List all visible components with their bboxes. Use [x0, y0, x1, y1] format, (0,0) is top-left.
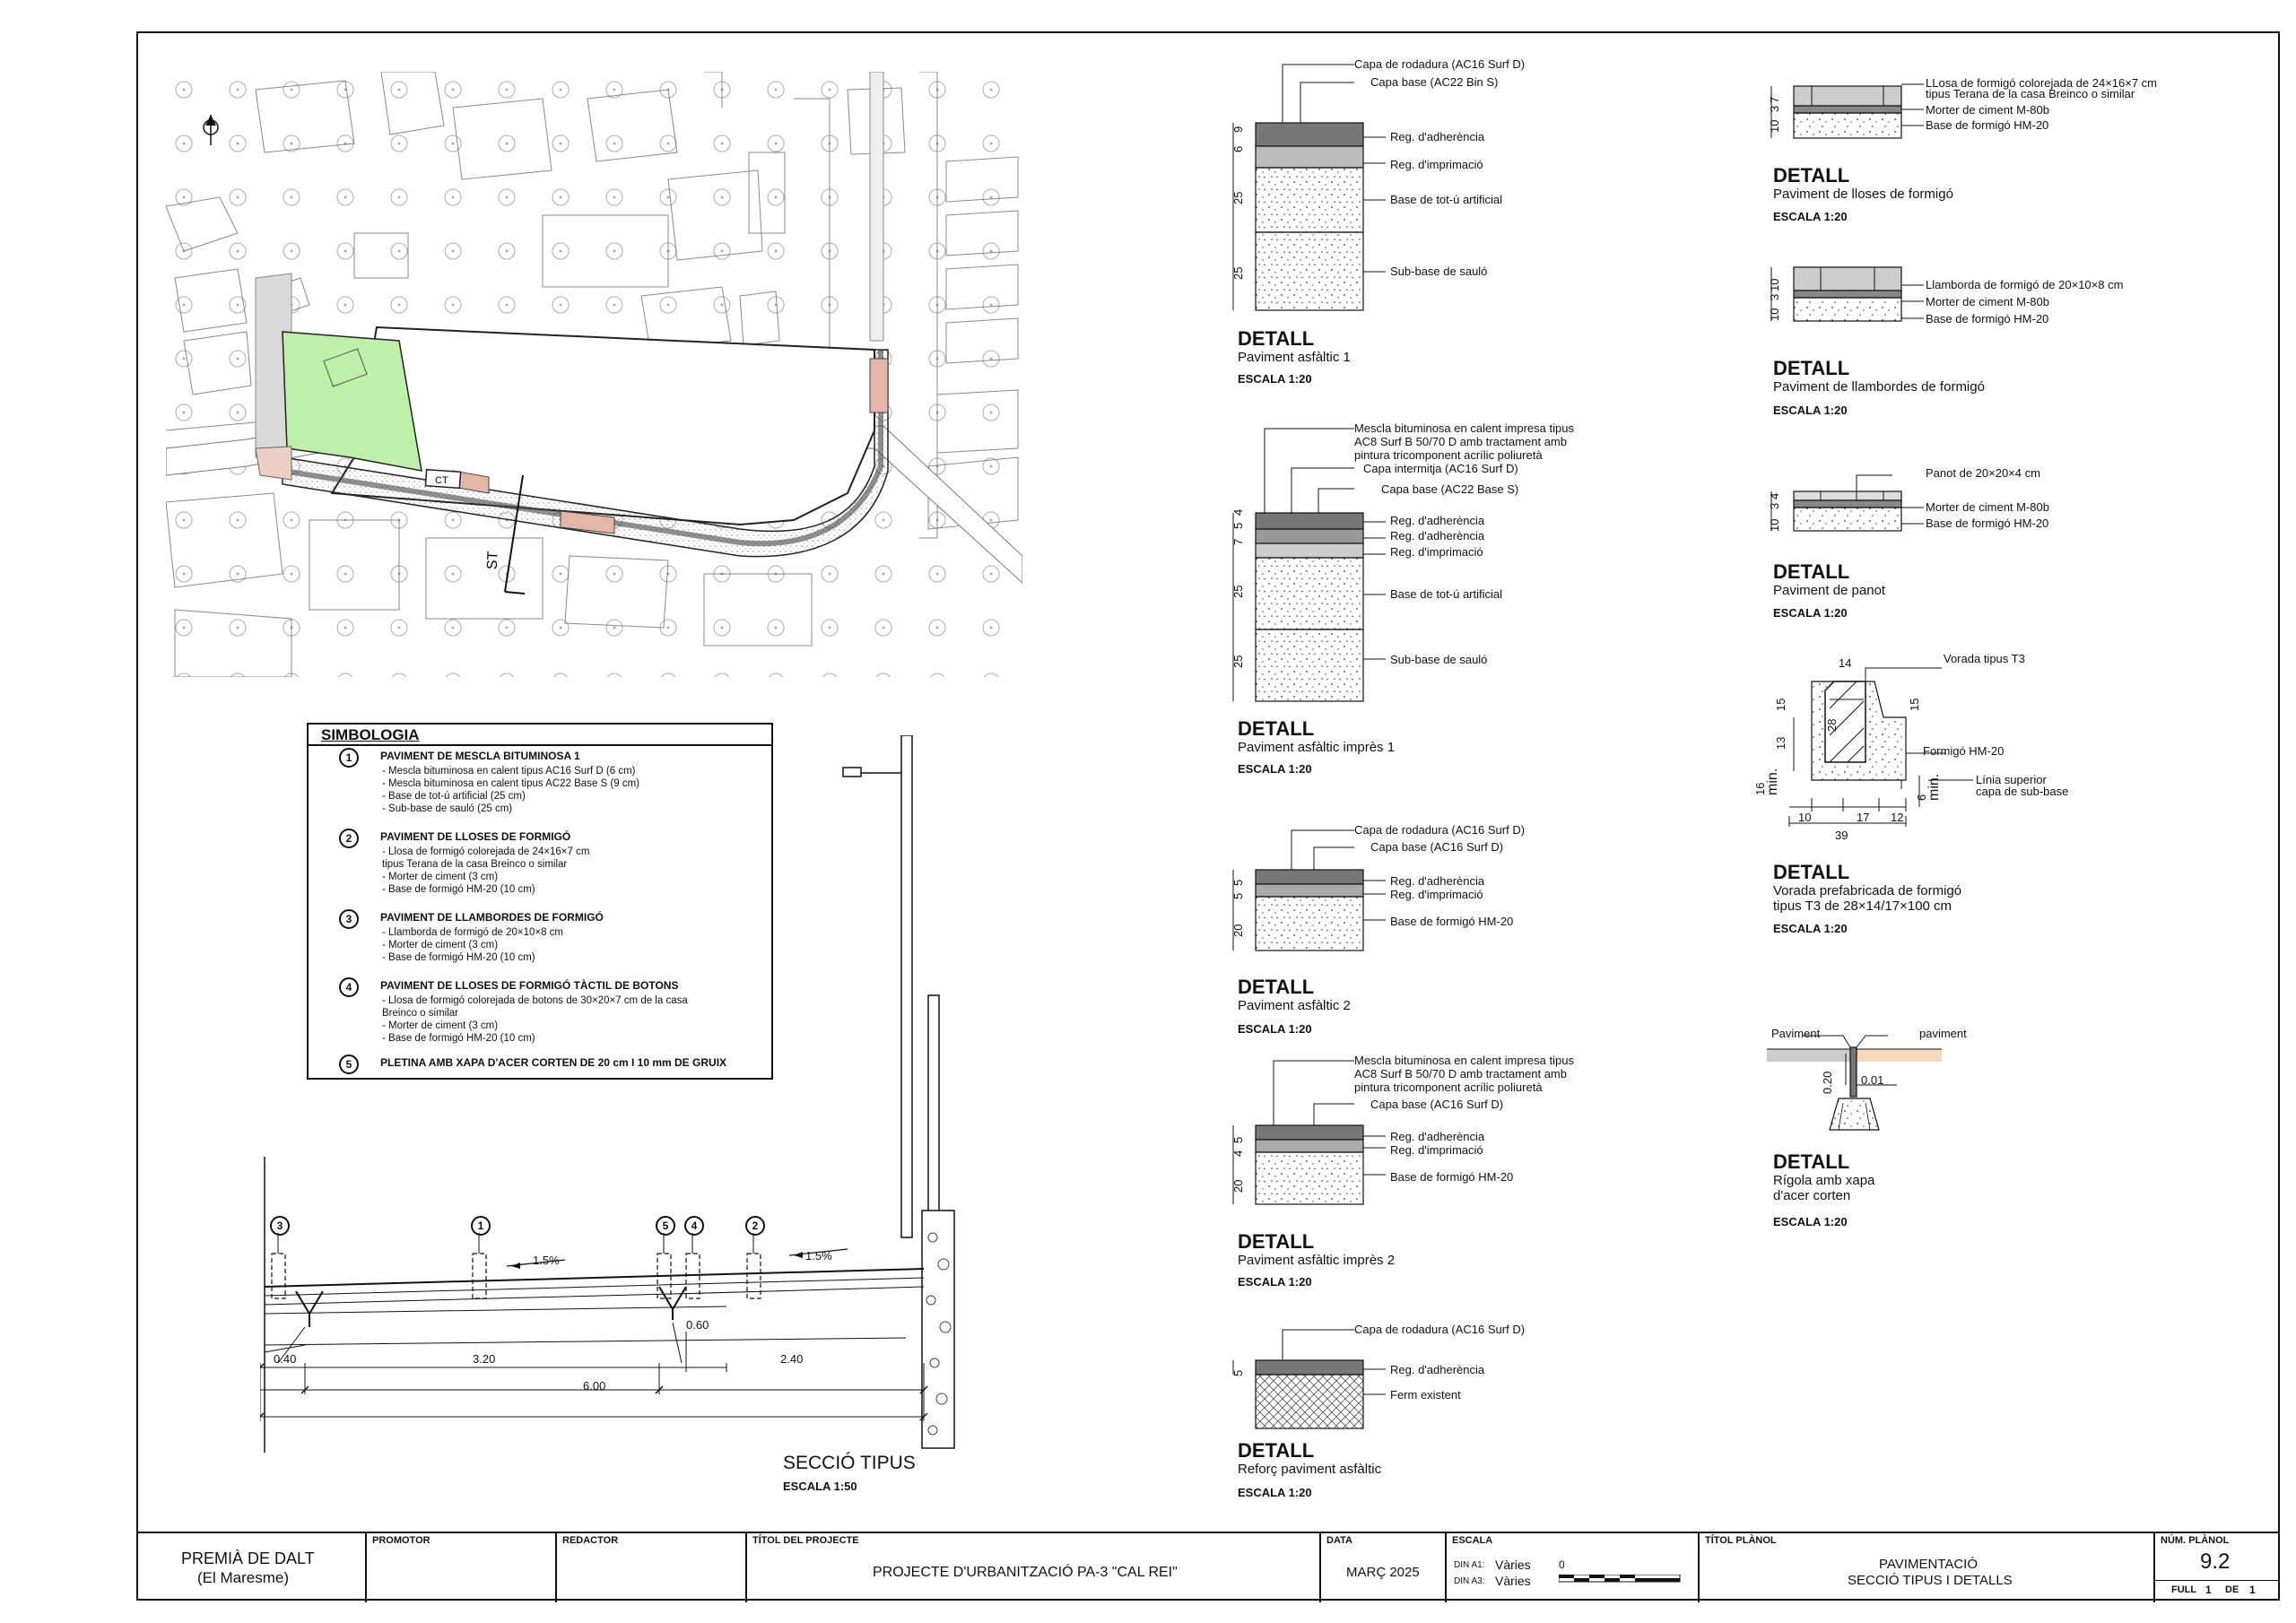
detail-2-label: Capa base (AC22 Base S) — [1381, 482, 1519, 496]
legend-item: - Base de tot-ú artificial (25 cm) — [382, 791, 526, 802]
legend-item: - Base de formigó HM-20 (10 cm) — [382, 884, 535, 895]
detail-2-label: Capa intermitja (AC16 Surf D) — [1363, 462, 1518, 475]
st-label: ST — [484, 551, 501, 570]
detail-2-dim: 25 — [1231, 655, 1245, 668]
full-label: FULL — [2171, 1584, 2197, 1595]
detail-4-dim: 20 — [1231, 1179, 1245, 1193]
detail-7-dim: 10 — [1768, 308, 1781, 321]
legend-group-title: PAVIMENT DE LLOSES DE FORMIGÓ — [380, 830, 571, 843]
legend-item: - Base de formigó HM-20 (10 cm) — [382, 1033, 535, 1044]
promotor-caption: PROMOTOR — [372, 1535, 430, 1546]
plan-title-cell — [1698, 1533, 2153, 1602]
detail-5-label: Ferm existent — [1390, 1388, 1461, 1402]
detail-4-label: AC8 Surf B 50/70 D amb tractament amb — [1354, 1067, 1567, 1081]
detail-4-label: Reg. d'imprimació — [1390, 1143, 1483, 1157]
legend-group-title: PLETINA AMB XAPA D'ACER CORTEN DE 20 cm I 10 mm DE GRUIX — [380, 1056, 727, 1069]
legend-item: - Sub-base de sauló (25 cm) — [382, 803, 513, 814]
detail-9-name: tipus T3 de 28×14/17×100 cm — [1773, 898, 1952, 914]
detail-4-heading: DETALL — [1238, 1230, 1315, 1253]
detail-1-name: Paviment asfàltic 1 — [1238, 350, 1351, 365]
detail-1-label: Capa base (AC22 Bin S) — [1370, 75, 1499, 89]
detail-9-dim: 13 — [1774, 736, 1787, 750]
detail-5-scale: ESCALA 1:20 — [1238, 1486, 1312, 1499]
scale-zero: 0 — [1559, 1558, 1565, 1571]
slope-label-1: 1.5% — [533, 1254, 560, 1267]
dim-320: 3.20 — [473, 1352, 496, 1366]
detail-7-label: Morter de ciment M-80b — [1926, 295, 2049, 308]
plan-title-2: SECCIÓ TIPUS I DETALLS — [1848, 1573, 2013, 1588]
plan-number-cell — [2153, 1533, 2280, 1602]
detail-4-scale: ESCALA 1:20 — [1238, 1275, 1312, 1289]
detail-1-scale: ESCALA 1:20 — [1238, 372, 1312, 386]
detail-4-label: pintura tricomponent acrílic poliuretà — [1354, 1081, 1543, 1094]
detail-10-scale: ESCALA 1:20 — [1773, 1215, 1848, 1228]
legend-marker: 3 — [339, 909, 359, 929]
dim-600: 6.00 — [583, 1379, 606, 1393]
date-caption: DATA — [1326, 1535, 1352, 1546]
din-a1-value: Vàries — [1495, 1558, 1531, 1572]
detail-2-label: pintura tricomponent acrílic poliuretà — [1354, 448, 1543, 462]
detail-2-dim: 7 — [1231, 538, 1245, 545]
ct-label: CT — [435, 475, 448, 486]
detail-1-dim: 25 — [1231, 191, 1245, 204]
detail-2-scale: ESCALA 1:20 — [1238, 762, 1312, 776]
detail-1-dim: 25 — [1231, 266, 1245, 280]
detail-1-label: Reg. d'adherència — [1390, 130, 1485, 143]
legend-item: tipus Terana de la casa Breinco o similar — [382, 859, 568, 870]
lamp-post — [843, 735, 939, 1237]
detail-10-name: Rígola amb xapa — [1773, 1173, 1875, 1188]
detail-3-dim: 5 — [1231, 879, 1245, 886]
detail-5-label: Reg. d'adherència — [1390, 1363, 1485, 1376]
detail-5-dim: 5 — [1231, 1369, 1245, 1376]
detail-10-label: Paviment — [1771, 1027, 1821, 1040]
detail-1-label: Sub-base de sauló — [1390, 265, 1488, 278]
detail-9-name: Vorada prefabricada de formigó — [1773, 883, 1962, 898]
detail-7-dim: 10 — [1768, 278, 1781, 291]
din-a3-value: Vàries — [1495, 1574, 1531, 1588]
detail-1-heading: DETALL — [1238, 327, 1315, 350]
detail-2-label: Sub-base de sauló — [1390, 653, 1488, 666]
de-label: DE — [2225, 1584, 2239, 1595]
legend-item: - Llosa de formigó colorejada de botons de 30×20×7 cm de la casa — [382, 995, 688, 1006]
detail-4-label: Mescla bituminosa en calent impresa tipus — [1354, 1054, 1574, 1067]
din-a1-label: DIN A1: — [1454, 1560, 1485, 1570]
date-value: MARÇ 2025 — [1346, 1565, 1420, 1580]
title-block — [136, 1532, 2280, 1602]
legend-item: - Mescla bituminosa en calent tipus AC16 Surf D (6 cm) — [382, 766, 636, 777]
detail-1-label: Base de tot-ú artificial — [1390, 193, 1503, 206]
detail-9-scale: ESCALA 1:20 — [1773, 922, 1848, 935]
detail-9-dim: 10 — [1798, 811, 1812, 824]
detail-2-label: AC8 Surf B 50/70 D amb tractament amb — [1354, 435, 1567, 448]
section-marker-5: 5 — [656, 1216, 675, 1236]
detail-9-dim: min. — [1765, 768, 1780, 795]
detail-8-scale: ESCALA 1:20 — [1773, 606, 1848, 620]
redactor-cell — [555, 1533, 745, 1602]
detail-7-label: Base de formigó HM-20 — [1926, 312, 2049, 325]
legend-group-title: PAVIMENT DE MESCLA BITUMINOSA 1 — [380, 750, 580, 762]
detail-4-name: Paviment asfàltic imprès 2 — [1238, 1253, 1396, 1268]
legend-title: SIMBOLOGIA — [321, 726, 420, 743]
redactor-caption: REDACTOR — [562, 1535, 619, 1546]
legend-item: - Morter de ciment (3 cm) — [382, 872, 499, 882]
detail-6-dim: 10 — [1768, 119, 1781, 133]
detail-9-label: Vorada tipus T3 — [1944, 652, 2025, 665]
legend-marker: 2 — [339, 829, 359, 848]
detail-2-dim: 4 — [1231, 508, 1245, 516]
section-marker-4: 4 — [684, 1216, 704, 1236]
scale-bar-icon — [1559, 1575, 1684, 1584]
detail-9-dim: 15 — [1908, 698, 1921, 711]
detail-1-dim: 6 — [1231, 145, 1245, 152]
detail-10-name: d'acer corten — [1773, 1188, 1851, 1203]
detail-8-label: Panot de 20×20×4 cm — [1926, 466, 2040, 480]
legend-item: - Base de formigó HM-20 (10 cm) — [382, 952, 535, 963]
dim-060: 0.60 — [686, 1318, 709, 1332]
detail-6-name: Paviment de lloses de formigó — [1773, 187, 1953, 202]
plan-caption: TÍTOL PLÀNOL — [1705, 1535, 1777, 1546]
detail-9-dim: 15 — [1774, 698, 1787, 711]
num-caption: NÚM. PLÀNOL — [2161, 1535, 2230, 1546]
detail-9-dim: 6 — [1915, 794, 1928, 801]
plan-number: 9.2 — [2200, 1549, 2231, 1574]
detail-8-dim: 3 — [1768, 502, 1781, 509]
detail-5-label: Capa de rodadura (AC16 Surf D) — [1354, 1323, 1526, 1336]
detail-9-label: Línia superior — [1976, 773, 2047, 786]
detail-8-heading: DETALL — [1773, 560, 1850, 583]
detail-6-label: LLosa de formigó colorejada de 24×16×7 cm — [1926, 76, 2158, 90]
detail-1-dim: 9 — [1231, 126, 1245, 133]
detail-9-dim: min. — [1926, 773, 1942, 801]
detail-3-dim: 20 — [1231, 924, 1245, 937]
detail-2-dim: 25 — [1231, 585, 1245, 598]
detail-1-label: Capa de rodadura (AC16 Surf D) — [1354, 57, 1526, 71]
detail-9-dim: 17 — [1857, 811, 1870, 824]
detail-10-dim: 0.20 — [1821, 1071, 1834, 1094]
detail-3-name: Paviment asfàltic 2 — [1238, 998, 1351, 1013]
legend-item: Breinco o similar — [382, 1008, 458, 1019]
detail-9-label: capa de sub-base — [1976, 785, 2069, 798]
region: (El Maresme) — [197, 1569, 290, 1586]
scale-caption: ESCALA — [1452, 1535, 1493, 1546]
legend-marker: 1 — [339, 748, 359, 768]
detail-6-scale: ESCALA 1:20 — [1773, 210, 1848, 223]
detail-7-scale: ESCALA 1:20 — [1773, 404, 1848, 417]
detail-6-dim: 7 — [1768, 96, 1781, 103]
detail-3-scale: ESCALA 1:20 — [1238, 1022, 1312, 1036]
legend-group-title: PAVIMENT DE LLOSES DE FORMIGÓ TÀCTIL DE BOTONS — [380, 979, 679, 992]
plan-title-1: PAVIMENTACIÓ — [1879, 1557, 1979, 1572]
project-cell — [745, 1533, 1319, 1602]
detail-2-name: Paviment asfàltic imprès 1 — [1238, 740, 1396, 755]
detail-3-heading: DETALL — [1238, 976, 1315, 998]
project-caption: TÍTOL DEL PROJECTE — [752, 1535, 859, 1546]
municipality: PREMIÀ DE DALT — [181, 1549, 315, 1567]
detail-2-label: Reg. d'imprimació — [1390, 545, 1483, 559]
detail-6-label: tipus Terana de la casa Breinco o similar — [1926, 87, 2135, 100]
legend-item: - Llamborda de formigó de 20×10×8 cm — [382, 927, 564, 938]
detail-4-label: Base de formigó HM-20 — [1390, 1170, 1514, 1184]
slope-label-2: 1.5% — [805, 1249, 832, 1263]
detail-5-heading: DETALL — [1238, 1439, 1315, 1462]
detail-7-label: Llamborda de formigó de 20×10×8 cm — [1926, 278, 2124, 291]
detail-3-label: Reg. d'adherència — [1390, 874, 1485, 888]
detail-8-name: Paviment de panot — [1773, 583, 1886, 598]
section-title: SECCIÓ TIPUS — [783, 1453, 916, 1473]
detail-10-label: paviment — [1919, 1027, 1967, 1040]
legend-marker: 5 — [339, 1055, 359, 1074]
detail-9-dim: 12 — [1891, 811, 1904, 824]
detail-9-dim: 14 — [1839, 656, 1852, 670]
section-scale: ESCALA 1:50 — [783, 1480, 857, 1493]
detail-2-label: Reg. d'adherència — [1390, 514, 1485, 527]
detail-9-dim: 16 — [1753, 782, 1767, 795]
site-plan — [166, 72, 1022, 677]
detail-8-dim: 10 — [1768, 518, 1781, 532]
detail-5-name: Reforç paviment asfàltic — [1238, 1462, 1382, 1477]
detail-6-heading: DETALL — [1773, 164, 1850, 187]
detail-4-dim: 4 — [1231, 1150, 1245, 1157]
detail-6-label: Base de formigó HM-20 — [1926, 118, 2049, 132]
detail-2-label: Base de tot-ú artificial — [1390, 587, 1503, 601]
detail-6-label: Morter de ciment M-80b — [1926, 103, 2049, 117]
detail-2-heading: DETALL — [1238, 717, 1315, 740]
din-a3-label: DIN A3: — [1454, 1576, 1485, 1586]
dim-040: 0.40 — [274, 1352, 297, 1366]
detail-8-dim: 4 — [1768, 492, 1781, 499]
detail-9-label: Formigó HM-20 — [1923, 744, 2005, 758]
section-marker-2: 2 — [745, 1216, 765, 1236]
detail-4-dim: 5 — [1231, 1136, 1245, 1143]
detail-9-dim: 28 — [1825, 718, 1839, 732]
detail-7-heading: DETALL — [1773, 357, 1850, 379]
detail-4-label: Reg. d'adherència — [1390, 1130, 1485, 1143]
legend-item: - Morter de ciment (3 cm) — [382, 940, 499, 950]
full-num: 1 — [2205, 1584, 2212, 1596]
section-drawing — [260, 735, 987, 1471]
detail-2-dim: 5 — [1231, 522, 1245, 529]
promotor-cell — [365, 1533, 555, 1602]
legend-item: - Mescla bituminosa en calent tipus AC22 Base S (9 cm) — [382, 778, 639, 789]
legend-item: - Llosa de formigó colorejada de 24×16×7 cm — [382, 846, 590, 857]
detail-6-dim: 3 — [1768, 105, 1781, 112]
full-total: 1 — [2249, 1584, 2256, 1596]
detail-2-label: Reg. d'adherència — [1390, 529, 1485, 542]
detail-2-label: Mescla bituminosa en calent impresa tipus — [1354, 421, 1574, 435]
detail-3-label: Reg. d'imprimació — [1390, 888, 1483, 901]
section-marker-3: 3 — [270, 1216, 290, 1236]
legend-item: - Morter de ciment (3 cm) — [382, 1020, 499, 1031]
wall — [922, 1211, 954, 1448]
legend-marker: 4 — [339, 977, 359, 997]
detail-8-label: Morter de ciment M-80b — [1926, 500, 2049, 514]
details-column-right — [1767, 54, 2179, 1246]
dim-240: 2.40 — [780, 1352, 804, 1366]
scale-cell — [1445, 1533, 1698, 1602]
section-marker-1: 1 — [471, 1216, 491, 1236]
detail-8-label: Base de formigó HM-20 — [1926, 516, 2049, 530]
detail-1-label: Reg. d'imprimació — [1390, 158, 1483, 171]
detail-9-heading: DETALL — [1773, 861, 1850, 883]
detail-7-name: Paviment de llambordes de formigó — [1773, 379, 1985, 395]
detail-4-label: Capa base (AC16 Surf D) — [1370, 1098, 1504, 1111]
legend-group-title: PAVIMENT DE LLAMBORDES DE FORMIGÓ — [380, 911, 604, 924]
detail-10-dim: 0.01 — [1861, 1073, 1884, 1087]
detail-10-heading: DETALL — [1773, 1150, 1850, 1173]
detail-3-label: Capa de rodadura (AC16 Surf D) — [1354, 823, 1526, 837]
detail-9-dim: 39 — [1835, 829, 1848, 842]
project-title: PROJECTE D'URBANITZACIÓ PA-3 "CAL REI" — [873, 1565, 1178, 1580]
detail-3-label: Base de formigó HM-20 — [1390, 915, 1514, 928]
date-cell — [1319, 1533, 1445, 1602]
detail-3-label: Capa base (AC16 Surf D) — [1370, 840, 1504, 854]
detail-3-dim: 5 — [1231, 892, 1245, 899]
detail-7-dim: 3 — [1768, 293, 1781, 300]
